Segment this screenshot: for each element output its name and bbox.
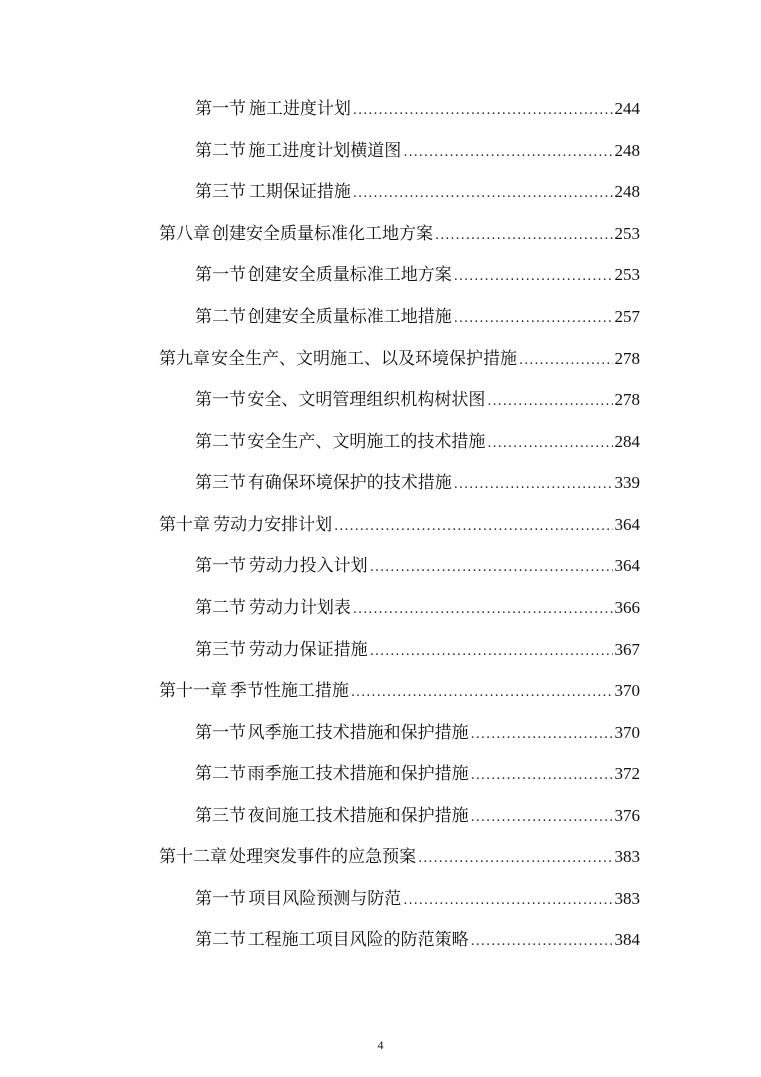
toc-entry-page: 384 bbox=[614, 930, 640, 949]
dot-leader bbox=[351, 684, 613, 702]
toc-entry-page: 284 bbox=[614, 432, 640, 451]
toc-entry[interactable] bbox=[195, 302, 640, 328]
toc-entry-title: 创建安全质量标准工地方案 bbox=[247, 265, 452, 285]
toc-entry-label: 第二节 bbox=[195, 598, 246, 618]
toc-entry-label: 第三节 bbox=[195, 473, 246, 493]
dot-leader bbox=[471, 809, 613, 827]
toc-entry-page: 253 bbox=[614, 265, 640, 284]
toc-entry-page: 253 bbox=[614, 224, 640, 243]
toc-entry-page: 278 bbox=[614, 349, 640, 368]
toc-entry-label: 第八章 bbox=[159, 224, 210, 244]
toc-entry-page: 383 bbox=[614, 889, 640, 908]
dot-leader bbox=[471, 726, 613, 744]
toc-entry-label: 第二节 bbox=[195, 930, 246, 950]
toc-entry[interactable] bbox=[195, 593, 640, 619]
toc-entry-label: 第二节 bbox=[195, 764, 246, 784]
toc-entry[interactable] bbox=[195, 136, 640, 162]
toc-entry[interactable] bbox=[159, 344, 640, 370]
toc-entry-title: 创建安全质量标准化工地方案 bbox=[211, 224, 433, 244]
toc-entry-label: 第三节 bbox=[195, 182, 246, 202]
toc-entry-page: 364 bbox=[614, 556, 640, 575]
dot-leader bbox=[334, 518, 612, 536]
dot-leader bbox=[454, 268, 613, 286]
toc-entry-title: 项目风险预测与防范 bbox=[248, 889, 402, 909]
toc-entry-title: 安全生产、文明施工、以及环境保护措施 bbox=[211, 349, 518, 369]
toc-entry-title: 处理突发事件的应急预案 bbox=[229, 847, 417, 867]
toc-entry-title: 安全生产、文明施工的技术措施 bbox=[247, 432, 486, 452]
toc-entry[interactable] bbox=[195, 759, 640, 785]
dot-leader bbox=[353, 185, 613, 203]
toc-entry-title: 工程施工项目风险的防范策略 bbox=[247, 930, 469, 950]
dot-leader bbox=[519, 352, 612, 370]
dot-leader bbox=[403, 892, 612, 910]
dot-leader bbox=[403, 144, 612, 162]
toc-entry[interactable] bbox=[195, 468, 640, 494]
toc-entry-label: 第十一章 bbox=[159, 681, 227, 701]
toc-entry-title: 风季施工技术措施和保护措施 bbox=[247, 723, 469, 743]
toc-entry-title: 季节性施工措施 bbox=[229, 681, 349, 701]
toc-entry-label: 第一节 bbox=[195, 99, 246, 119]
toc-entry-page: 257 bbox=[614, 307, 640, 326]
toc-entry-title: 有确保环境保护的技术措施 bbox=[247, 473, 452, 493]
toc-entry-page: 370 bbox=[614, 723, 640, 742]
toc-entry-title: 劳动力计划表 bbox=[248, 598, 351, 618]
toc-entry-title: 工期保证措施 bbox=[248, 182, 351, 202]
toc-entry[interactable] bbox=[159, 842, 640, 868]
toc-entry[interactable] bbox=[195, 718, 640, 744]
toc-entry[interactable] bbox=[195, 177, 640, 203]
toc-entry-label: 第一节 bbox=[195, 889, 246, 909]
toc-entry-label: 第一节 bbox=[195, 723, 246, 743]
dot-leader bbox=[471, 767, 613, 785]
toc-entry-label: 第二节 bbox=[195, 141, 246, 161]
toc-entry-title: 创建安全质量标准工地措施 bbox=[247, 307, 452, 327]
toc-entry-title: 雨季施工技术措施和保护措施 bbox=[247, 764, 469, 784]
toc-entry-label: 第二节 bbox=[195, 432, 246, 452]
toc-entry[interactable] bbox=[195, 925, 640, 951]
dot-leader bbox=[435, 227, 613, 245]
toc-entry[interactable] bbox=[195, 635, 640, 661]
toc-entry-label: 第十章 bbox=[159, 515, 210, 535]
dot-leader bbox=[353, 601, 613, 619]
toc-entry-title: 施工进度计划横道图 bbox=[248, 141, 402, 161]
toc-entry-title: 夜间施工技术措施和保护措施 bbox=[247, 806, 469, 826]
toc-entry-label: 第三节 bbox=[195, 640, 246, 660]
toc-entry-label: 第九章 bbox=[159, 349, 210, 369]
toc-entry-label: 第三节 bbox=[195, 806, 246, 826]
toc-entry-page: 248 bbox=[614, 182, 640, 201]
toc-entry[interactable] bbox=[195, 427, 640, 453]
toc-entry-label: 第一节 bbox=[195, 390, 246, 410]
toc-entry-page: 248 bbox=[614, 141, 640, 160]
toc-entry[interactable] bbox=[159, 676, 640, 702]
dot-leader bbox=[370, 643, 613, 661]
toc-entry[interactable] bbox=[195, 551, 640, 577]
dot-leader bbox=[471, 933, 613, 951]
toc-entry-page: 244 bbox=[614, 99, 640, 118]
toc-entry-label: 第十二章 bbox=[159, 847, 227, 867]
toc-entry[interactable] bbox=[195, 94, 640, 120]
toc-entry[interactable] bbox=[159, 510, 640, 536]
toc-entry-title: 施工进度计划 bbox=[248, 99, 351, 119]
page-number: 4 bbox=[377, 1038, 384, 1052]
toc-entry-label: 第一节 bbox=[195, 265, 246, 285]
dot-leader bbox=[454, 476, 613, 494]
dot-leader bbox=[370, 559, 613, 577]
toc-entry[interactable] bbox=[195, 884, 640, 910]
toc-entry[interactable] bbox=[159, 219, 640, 245]
toc-entry-page: 367 bbox=[614, 640, 640, 659]
toc-entry[interactable] bbox=[195, 385, 640, 411]
toc-entry-page: 383 bbox=[614, 847, 640, 866]
toc-entry-page: 364 bbox=[614, 515, 640, 534]
toc-entry-label: 第一节 bbox=[195, 556, 246, 576]
dot-leader bbox=[454, 310, 613, 328]
dot-leader bbox=[487, 393, 612, 411]
toc-entry-title: 劳动力投入计划 bbox=[248, 556, 368, 576]
dot-leader bbox=[353, 102, 613, 120]
toc-entry-page: 278 bbox=[614, 390, 640, 409]
toc-entry-page: 339 bbox=[614, 473, 640, 492]
toc-entry-label: 第二节 bbox=[195, 307, 246, 327]
toc-entry[interactable] bbox=[195, 260, 640, 286]
dot-leader bbox=[487, 435, 612, 453]
toc-entry-page: 366 bbox=[614, 598, 640, 617]
dot-leader bbox=[418, 850, 612, 868]
toc-entry-page: 376 bbox=[614, 806, 640, 825]
toc-entry-title: 劳动力安排计划 bbox=[213, 515, 333, 535]
toc-entry[interactable] bbox=[195, 801, 640, 827]
toc-entry-page: 370 bbox=[614, 681, 640, 700]
toc-entry-page: 372 bbox=[614, 764, 640, 783]
toc-entry-title: 安全、文明管理组织机构树状图 bbox=[247, 390, 486, 410]
toc-entry-title: 劳动力保证措施 bbox=[248, 640, 368, 660]
